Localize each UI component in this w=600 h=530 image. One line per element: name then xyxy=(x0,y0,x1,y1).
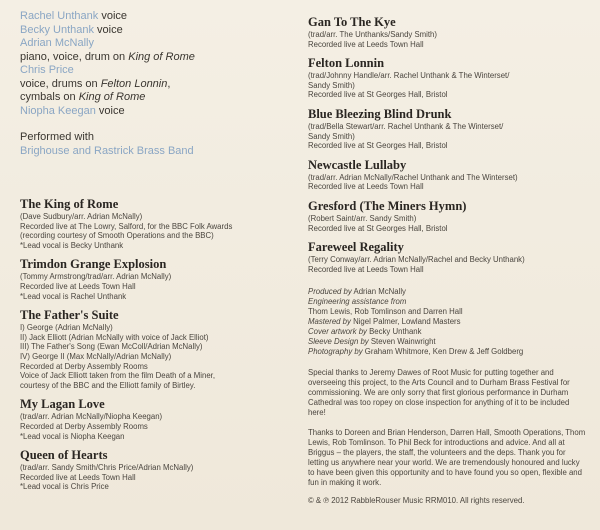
track-title: Newcastle Lullaby xyxy=(308,157,407,172)
track-title: Trimdon Grange Explosion xyxy=(20,257,167,272)
performer-role: voice xyxy=(98,104,125,117)
track-detail: II) Jack Elliott (Adrian McNally with voice of Jack Elliot) xyxy=(20,332,209,342)
track-title: Felton Lonnin xyxy=(308,56,385,71)
track-detail: *Lead vocal is Rachel Unthank xyxy=(20,291,127,301)
track-detail: Recorded live at Leeds Town Hall xyxy=(20,472,136,482)
credit-line: Photography by Graham Whitmore, Ken Drew & Jeff Goldberg xyxy=(308,347,524,357)
track-title: Queen of Hearts xyxy=(20,448,108,463)
performer-name: Chris Price xyxy=(20,64,74,76)
credit-line: Produced by Adrian McNally xyxy=(308,287,406,297)
track-detail: IV) George II (Max McNally/Adrian McNally) xyxy=(20,351,172,361)
track-detail: (trad/Johnny Handle/arr. Rachel Unthank & The Winterset/ xyxy=(308,71,510,81)
left-column xyxy=(20,10,288,492)
track-detail: Recorded live at Leeds Town Hall xyxy=(308,39,424,49)
credit-line: Thom Lewis, Rob Tomlinson and Darren Hall xyxy=(308,307,463,317)
performer-role: voice xyxy=(97,23,123,36)
track-entry xyxy=(308,15,588,49)
track-detail: Recorded live at St Georges Hall, Bristol xyxy=(308,141,448,151)
track-title: Gresford (The Miners Hymn) xyxy=(308,198,467,213)
track-detail: *Lead vocal is Chris Price xyxy=(20,482,109,492)
track-entry xyxy=(308,56,588,100)
track-detail: (Terry Conway/arr. Adrian McNally/Rachel and Becky Unthank) xyxy=(308,255,525,265)
track-detail: (Tommy Armstrong/trad/arr. Adrian McNally) xyxy=(20,272,172,282)
performer-role: voice xyxy=(101,10,128,22)
performer-name: Rachel Unthank xyxy=(20,10,99,22)
performer-name: Becky Unthank xyxy=(20,23,94,36)
track-detail: *Lead vocal is Becky Unthank xyxy=(20,240,124,250)
track-detail: (Dave Sudbury/arr. Adrian McNally) xyxy=(20,212,143,221)
track-title: Gan To The Kye xyxy=(308,15,396,29)
track-entry xyxy=(308,199,588,233)
track-entry xyxy=(20,448,288,492)
track-detail: Sandy Smith) xyxy=(308,131,355,141)
thanks-paragraph: Special thanks to Jeremy Dawes of Root Music for putting together and overseeing this project, to the Arts Council and to Durham Brass Festival for commissioning. We are only sorry that first glorious performance in Durham Cathedral was too ropey on close inspection for anything of it to be included here! xyxy=(308,368,570,418)
track-title: The Father's Suite xyxy=(20,308,119,323)
track-detail: (trad/Bella Stewart/arr. Rachel Unthank & The Winterset/ xyxy=(308,121,504,131)
credit-line: Mastered by Nigel Palmer, Lowland Masters xyxy=(308,317,461,327)
right-column xyxy=(308,10,588,505)
track-detail: (trad/arr. Adrian McNally/Niopha Keegan) xyxy=(20,412,163,422)
performer-line xyxy=(20,24,288,38)
track-detail: (trad/arr. Adrian McNally/Rachel Unthank and The Winterset) xyxy=(308,172,518,182)
performer-role: piano, voice, drum on King of Rome xyxy=(20,50,195,63)
track-detail: (Robert Saint/arr. Sandy Smith) xyxy=(308,213,417,223)
track-detail: (trad/arr. The Unthanks/Sandy Smith) xyxy=(308,30,437,39)
track-detail: III) The Father's Song (Ewan McColl/Adrian McNally) xyxy=(20,342,203,352)
track-entry xyxy=(20,197,288,250)
track-detail: Voice of Jack Elliott taken from the film Death of a Miner, xyxy=(20,371,216,381)
performer-role: cymbals on King of Rome xyxy=(20,91,146,103)
performer-name: Adrian McNally xyxy=(20,37,94,49)
performed-with-label: Performed with xyxy=(20,131,94,143)
performer-line xyxy=(20,10,288,24)
track-title: Blue Bleezing Blind Drunk xyxy=(308,106,452,121)
credit-line: Engineering assistance from xyxy=(308,297,407,307)
track-entry xyxy=(308,158,588,192)
track-detail: Recorded at Derby Assembly Rooms xyxy=(20,421,148,431)
track-title: My Lagan Love xyxy=(20,397,105,412)
track-detail: Recorded live at Leeds Town Hall xyxy=(308,264,424,274)
performers-list xyxy=(20,10,288,158)
track-detail: Recorded live at St Georges Hall, Bristol xyxy=(308,90,448,100)
band-name: Brighouse and Rastrick Brass Band xyxy=(20,144,194,157)
track-title: Fareweel Regality xyxy=(308,240,404,255)
performer-role: voice, drums on Felton Lonnin, xyxy=(20,77,171,90)
credit-line: Cover artwork by Becky Unthank xyxy=(308,327,422,337)
track-entry xyxy=(20,397,288,441)
track-entry xyxy=(308,107,588,151)
track-detail: (trad/arr. Sandy Smith/Chris Price/Adrian McNally) xyxy=(20,463,194,473)
track-title: The King of Rome xyxy=(20,197,119,211)
track-detail: Recorded live at The Lowry, Salford, for the BBC Folk Awards xyxy=(20,221,233,231)
thanks-paragraph: Thanks to Doreen and Brian Henderson, Darren Hall, Smooth Operations, Thom Lewis, Rob Tomlinson. To Phil Beck for introductions and advice. And all at Briggus – the players, the staff, the volunteers and the deps. Thank you for letting us anywhere near your world. We are tremendously honoured and lucky to have been given this opportunity and to have found you so open, flexible and fun in making it work. xyxy=(308,428,586,488)
track-detail: Sandy Smith) xyxy=(308,80,355,90)
track-entry xyxy=(308,240,588,274)
track-detail: (recording courtesy of Smooth Operations and the BBC) xyxy=(20,231,214,241)
track-detail: I) George (Adrian McNally) xyxy=(20,323,113,333)
track-detail: courtesy of the BBC and the Elliott family of Birtley. xyxy=(20,380,196,390)
performer-name: Niopha Keegan xyxy=(20,104,96,117)
track-detail: Recorded live at Leeds Town Hall xyxy=(20,281,136,291)
track-detail: Recorded at Derby Assembly Rooms xyxy=(20,361,148,371)
credit-line: Sleeve Design by Steven Wainwright xyxy=(308,337,436,347)
track-entry xyxy=(20,308,288,390)
track-detail: Recorded live at Leeds Town Hall xyxy=(308,182,424,192)
copyright-notice: © & ℗ 2012 RabbleRouser Music RRM010. All rights reserved. xyxy=(308,496,525,506)
track-entry xyxy=(20,257,288,301)
track-detail: Recorded live at St Georges Hall, Bristol xyxy=(308,223,448,233)
track-detail: *Lead vocal is Niopha Keegan xyxy=(20,431,125,441)
production-credits xyxy=(308,287,588,357)
performer-line xyxy=(20,105,288,119)
